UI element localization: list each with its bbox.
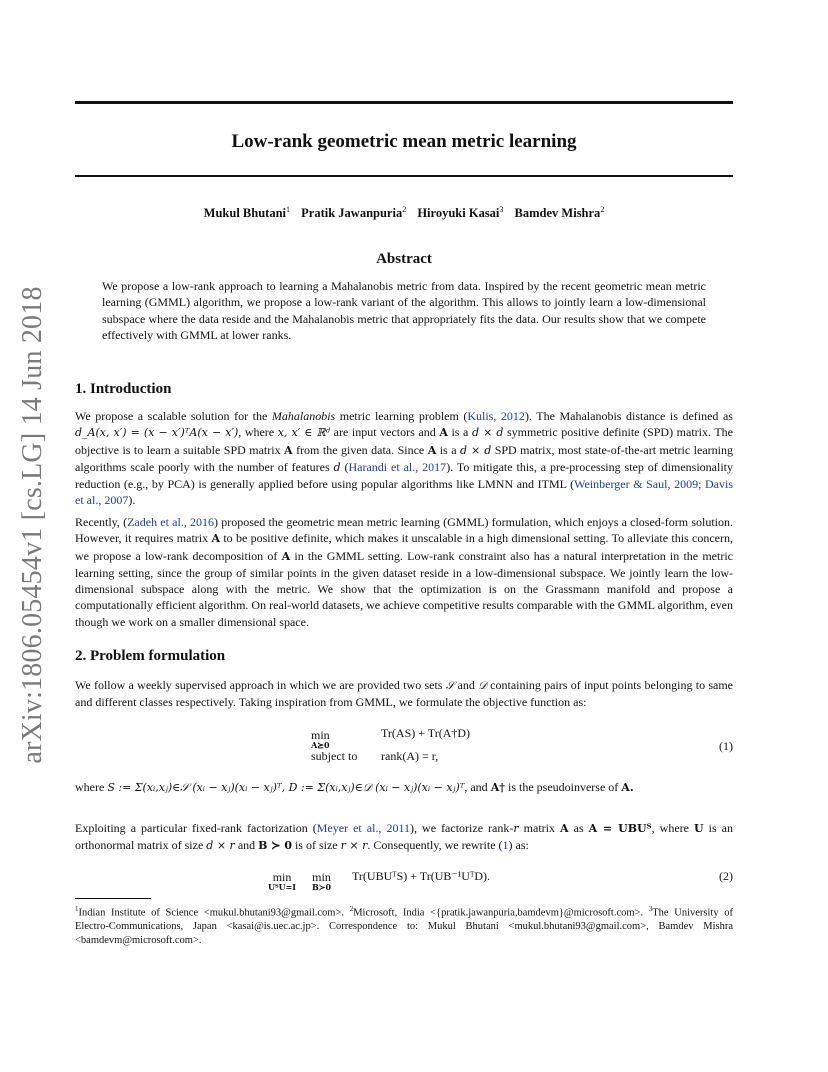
problem-paragraph-1: We follow a weekly supervised approach in which we are provided two sets 𝒮 and 𝒟 containing pairs of input points belonging to same and different classes respectively. Taking inspiration from GMML, we formulate the objective function as: [75,678,734,710]
author-list [75,205,733,221]
author: Mukul Bhutani$^1$ [203,205,291,221]
footnote: $^1$Indian Institute of Science <mukul.bhutani93@gmail.com>. $^2$Microsoft, India <{pratik.jawanpuria,bamdevm}@microsoft.com>. $^3$The University of Electro-Communications, Japan <kasai@is.uec.ac.jp>. Correspondence to: Mukul Bhutani <mukul.bhutani93@gmail.com>, Bamdev Mishra <bamdevm@microsoft.com>. [75,905,733,946]
equation-ref-link[interactable]: 1 [502,838,509,853]
problem-paragraph-3: Exploiting a particular fixed-rank factorization (Meyer et al., 2011), we factorize rank-r matrix A as A = UBUᵀ, where U is an orthonormal matrix of size d × r and B ≻ 0 is of size r × r. Consequently, we rewrite (1) as: [75,821,733,853]
footnote-rule [75,898,151,899]
author: Bamdev Mishra$^2$ [514,205,605,221]
arxiv-stamp: arXiv:1806.05454v1 [cs.LG] 14 Jun 2018 [17,286,48,764]
section-heading-problem-formulation: 2. Problem formulation [75,648,226,664]
eq2-min-b: min B≻0 [312,870,332,892]
section-heading-introduction: 1. Introduction [75,381,172,397]
title-rule-top [75,101,733,104]
intro-paragraph-1: We propose a scalable solution for the Mahalanobis metric learning problem (Kulis, 2012). The Mahalanobis distance is defined as d_A(x, x′) = (x − x′)ᵀA(x − x′), where x, x′ ∈ ℝᵈ are input vectors and A is a d × d symmetric positive definite (SPD) matrix. The objective is to learn a suitable SPD matrix A from the given data. Since A is a d × d SPD matrix, most state-of-the-art metric learning algorithms scale poorly with the number of features d (Harandi et al., 2017). To mitigate this, a pre-processing step of dimensionality reduction (e.g., by PCA) is generally applied before using popular algorithms like LMNN and ITML (Weinberger & Saul, 2009; Davis et al., 2007). [75,409,734,508]
citation-link[interactable]: Harandi et al., 2017 [348,459,447,474]
eq1-objective: Tr(AS) + Tr(A†D) [381,726,471,740]
eq1-constraint: rank(A) = r, [381,749,439,763]
abstract-text: We propose a low-rank approach to learning a Mahalanobis metric from data. Inspired by the recent geometric mean metric learning (GMML) algorithm, we propose a low-rank variant of the algorithm. This allows to jointly learn a low-dimensional subspace where the data reside and the Mahalanobis metric that appropriately fits the data. Our results show that we compete effectively with GMML at lower ranks. [102,279,706,342]
abstract-heading: Abstract [376,251,432,267]
eq1-number: (1) [719,739,733,753]
citation-link[interactable]: Zadeh et al., 2016 [127,515,215,529]
citation-link[interactable]: Meyer et al., 2011 [316,821,411,835]
eq2-number: (2) [719,869,733,883]
paper-title: Low-rank geometric mean metric learning [231,131,577,152]
problem-paragraph-2: where S := Σ(xᵢ,xⱼ)∈𝒮 (xᵢ − xⱼ)(xᵢ − xⱼ)ᵀ, D := Σ(xᵢ,xⱼ)∈𝒟 (xᵢ − xⱼ)(xᵢ − xⱼ)ᵀ, and A† is the pseudoinverse of A. [75,780,634,794]
citation-link[interactable]: Weinberger & Saul, 2009; Davis et al., 2007 [75,477,733,508]
intro-paragraph-2: Recently, (Zadeh et al., 2016) proposed the geometric mean metric learning (GMML) formulation, which enjoys a closed-form solution. However, it requires matrix A to be positive definite, which makes it unscalable in a high dimensional setting. To alleviate this concern, we propose a low-rank decomposition of A in the GMML setting. Low-rank constraint also has a natural interpretation in the metric learning setting, since the group of similar points in the given dataset reside in a low-dimensional subspace. We jointly learn the low-dimensional subspace along with the metric. We show that the optimization is on the Grassmann manifold and propose a computationally efficient algorithm. On real-world datasets, we achieve competitive results comparable with the GMML algorithm, even though we work on a smaller dimensional space. [75,515,734,629]
citation-link[interactable]: Kulis, 2012 [467,409,525,423]
eq1-subject-to: subject to [311,749,358,763]
eq2-min-u: min UᵀU=I [268,870,297,892]
eq1-min: min A⪰0 [311,728,330,750]
author: Hiroyuki Kasai$^3$ [417,205,504,221]
eq2-objective: Tr(UBUᵀS) + Tr(UB⁻¹UᵀD). [352,869,490,883]
author: Pratik Jawanpuria$^2$ [301,205,407,221]
title-rule-bottom [75,175,733,177]
